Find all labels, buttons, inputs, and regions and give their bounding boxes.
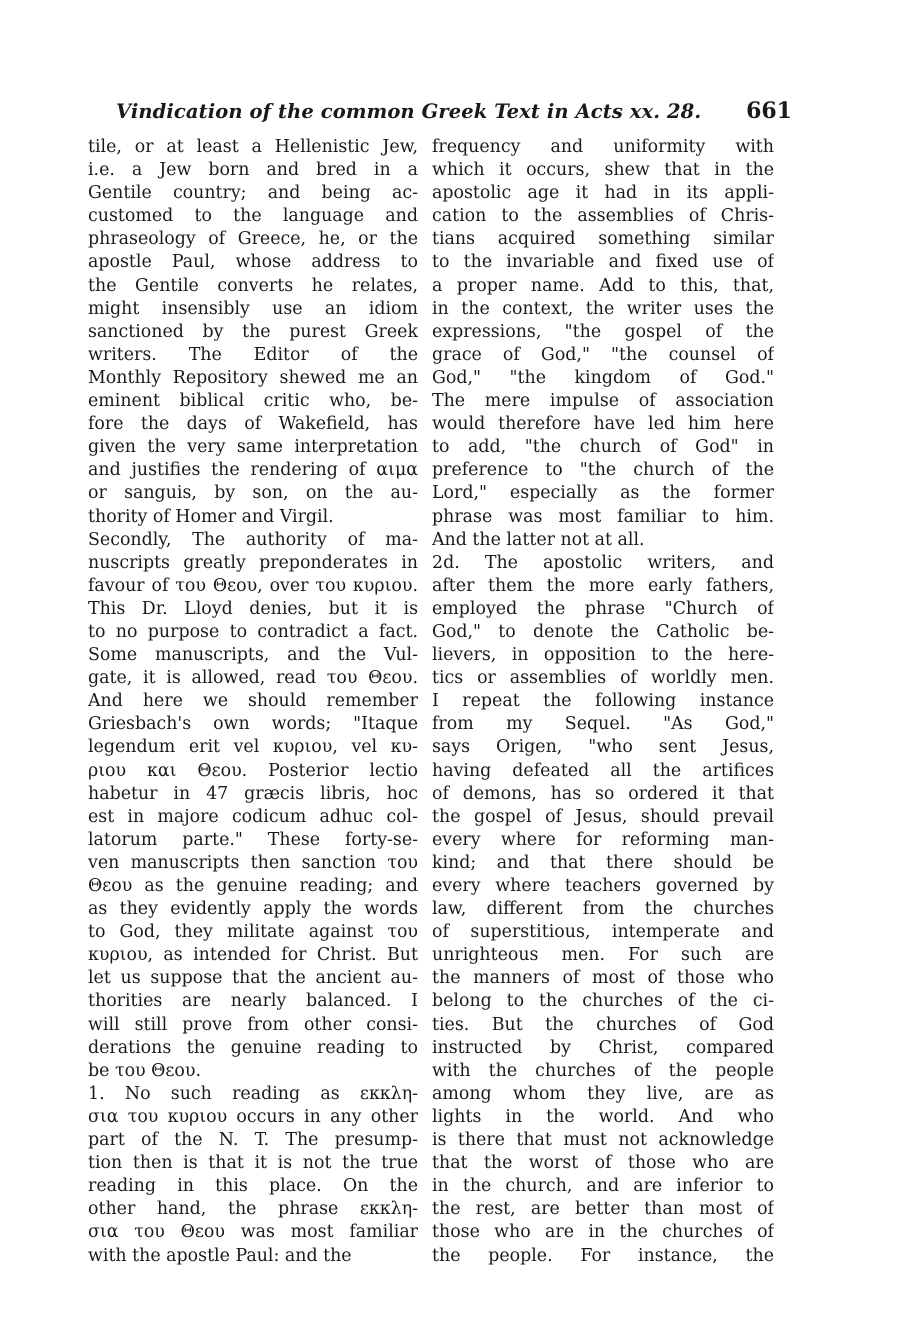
page-header — [92, 96, 792, 140]
text-line: other hand, the phrase εκκλη- — [88, 1199, 418, 1220]
text-line: apostolic age it had in its appli- — [432, 183, 774, 204]
text-line: of demons, has so ordered it that — [432, 783, 774, 804]
text-line: after them the more early fathers, — [432, 575, 774, 596]
text-line: to no purpose to contradict a fact. — [88, 621, 418, 642]
text-line: σια του κυριου occurs in any other — [88, 1106, 418, 1127]
text-line: law, different from the churches — [432, 899, 774, 920]
text-line: unrighteous men. For such are — [432, 945, 774, 966]
text-line: in the church, and are inferior to — [432, 1176, 774, 1197]
text-line: the Gentile converts he relates, — [88, 275, 418, 296]
text-line: that the worst of those who are — [432, 1153, 774, 1174]
text-line: as they evidently apply the words — [88, 899, 418, 920]
text-line: thorities are nearly balanced. I — [88, 991, 418, 1012]
text-line: every where teachers governed by — [432, 876, 774, 896]
text-line: i.e. a Jew born and bred in a — [88, 160, 418, 181]
text-line: God," to denote the Catholic be- — [432, 621, 774, 642]
text-line: I repeat the following instance — [432, 691, 774, 712]
text-line: the gospel of Jesus, should prevail — [432, 806, 774, 827]
text-line: expressions, "the gospel of the — [432, 321, 774, 342]
text-line: tile, or at least a Hellenistic Jew, — [88, 137, 418, 157]
text-line: with the churches of the people — [432, 1060, 774, 1081]
text-line: with the apostle Paul: and the — [88, 1245, 352, 1266]
text-line: gate, it is allowed, read του Θεου. — [88, 668, 418, 689]
text-line: κυριου, as intended for Christ. But — [88, 945, 418, 966]
text-line: ριου και Θεου. Posterior lectio — [88, 760, 418, 781]
text-line: instructed by Christ, compared — [432, 1037, 774, 1058]
text-line: to God, they militate against του — [88, 922, 418, 943]
text-line: ties. But the churches of God — [432, 1014, 774, 1035]
text-line: reading in this place. On the — [88, 1176, 418, 1197]
text-line: the manners of most of those who — [432, 968, 774, 989]
text-line: cation to the assemblies of Chris- — [432, 206, 774, 227]
text-line: might insensibly use an idiom — [88, 298, 418, 319]
text-line: 2d. The apostolic writers, and — [432, 552, 774, 573]
text-line: tion then is that it is not the true — [88, 1153, 418, 1174]
text-line: favour of του Θεου, over του κυριου. — [88, 575, 418, 596]
text-line: fore the days of Wakefield, has — [88, 414, 418, 435]
page-number: 661 — [746, 98, 792, 124]
text-line: from my Sequel. "As God," — [432, 714, 774, 735]
text-line: est in majore codicum adhuc col- — [88, 806, 418, 827]
text-line: in the context, the writer uses the — [432, 298, 774, 319]
text-line: And the latter not at all. — [432, 529, 645, 550]
text-line: σια του Θεου was most familiar — [88, 1222, 418, 1243]
text-line: employed the phrase "Church of — [432, 598, 774, 619]
text-line: a proper name. Add to this, that, — [432, 275, 774, 296]
text-line: the rest, are better than most of — [432, 1199, 774, 1220]
text-line: God," "the kingdom of God." — [432, 367, 774, 388]
text-line: the people. For instance, the — [432, 1245, 774, 1266]
text-line: habetur in 47 græcis libris, hoc — [88, 783, 418, 804]
text-line: Gentile country; and being ac- — [88, 183, 418, 204]
text-line: to the invariable and fixed use of — [432, 252, 774, 273]
text-line: thority of Homer and Virgil. — [88, 506, 334, 527]
text-line: says Origen, "who sent Jesus, — [432, 737, 774, 758]
text-line: having defeated all the artifices — [432, 760, 774, 781]
text-line: which it occurs, shew that in the — [432, 160, 774, 181]
text-line: derations the genuine reading to — [88, 1037, 418, 1058]
text-line: writers. The Editor of the — [88, 344, 418, 365]
text-line: be του Θεου. — [88, 1060, 201, 1081]
text-line: and justifies the rendering of αιμα — [88, 460, 418, 481]
text-line: kind; and that there should be — [432, 852, 774, 873]
text-line: of superstitious, intemperate and — [432, 922, 774, 943]
text-line: And here we should remember — [88, 691, 418, 712]
text-line: is there that must not acknowledge — [432, 1130, 774, 1151]
text-line: phraseology of Greece, he, or the — [88, 229, 418, 250]
running-title: Vindication of the common Greek Text in Acts xx. 28. — [116, 100, 702, 123]
text-line: given the very same interpretation — [88, 437, 418, 458]
text-line: eminent biblical critic who, be- — [88, 391, 418, 412]
text-line: belong to the churches of the ci- — [432, 991, 774, 1012]
text-line: latorum parte." These forty-se- — [88, 829, 418, 850]
text-line: tians acquired something similar — [432, 229, 774, 250]
text-line: The mere impulse of association — [432, 391, 774, 412]
text-line: let us suppose that the ancient au- — [88, 968, 418, 989]
text-line: Monthly Repository shewed me an — [88, 367, 418, 388]
text-line: tics or assemblies of worldly men. — [432, 668, 774, 689]
text-line: frequency and uniformity with — [432, 137, 774, 157]
text-line: among whom they live, are as — [432, 1083, 774, 1104]
text-line: every where for reforming man- — [432, 829, 774, 850]
text-line: ven manuscripts then sanction του — [88, 852, 418, 873]
text-line: preference to "the church of the — [432, 460, 774, 481]
text-line: would therefore have led him here — [432, 414, 774, 435]
text-line: customed to the language and — [88, 206, 418, 227]
text-line: part of the N. T. The presump- — [88, 1130, 418, 1151]
text-line: Some manuscripts, and the Vul- — [88, 645, 418, 666]
text-line: grace of God," "the counsel of — [432, 344, 774, 365]
text-line: apostle Paul, whose address to — [88, 252, 418, 273]
text-line: Griesbach's own words; "Itaque — [88, 714, 418, 735]
right-text-column — [432, 136, 774, 1268]
text-line: sanctioned by the purest Greek — [88, 321, 418, 342]
text-line: 1. No such reading as εκκλη- — [88, 1083, 418, 1104]
text-line: lights in the world. And who — [432, 1106, 774, 1127]
text-line: nuscripts greatly preponderates in — [88, 552, 418, 573]
text-line: lievers, in opposition to the here- — [432, 645, 774, 666]
text-line: phrase was most familiar to him. — [432, 506, 774, 527]
text-line: Secondly, The authority of ma- — [88, 529, 418, 550]
text-line: Θεου as the genuine reading; and — [88, 876, 418, 896]
text-line: Lord," especially as the former — [432, 483, 774, 504]
text-line: to add, "the church of God" in — [432, 437, 774, 458]
left-text-column — [88, 136, 418, 1268]
text-line: those who are in the churches of — [432, 1222, 774, 1243]
text-line: This Dr. Lloyd denies, but it is — [88, 598, 418, 619]
text-line: legendum erit vel κυριου, vel κυ- — [88, 737, 418, 758]
text-line: will still prove from other consi- — [88, 1014, 418, 1035]
text-line: or sanguis, by son, on the au- — [88, 483, 418, 504]
